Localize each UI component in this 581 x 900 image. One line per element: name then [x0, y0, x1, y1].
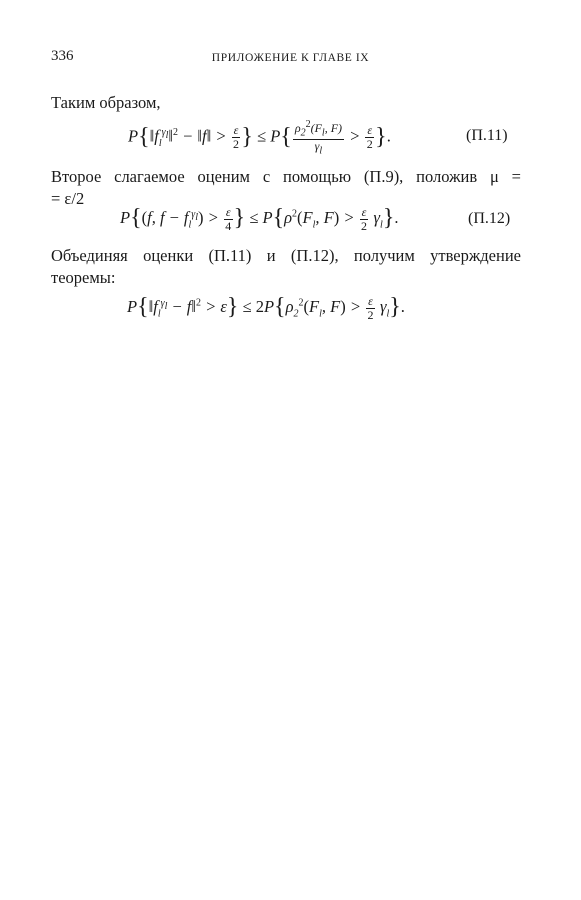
paragraph-intro: Таким образом,: [51, 93, 161, 112]
equation-label-p11: (П.11): [466, 127, 508, 144]
equation-theorem: $P\{‖f_l^{\gamma_l}$ − f‖$^2$ > $\varepsilon\} \le 2P\{\rho_2^2(F_l$, F) > $\frac{\varepsilon}{2}$ $\gamma_l$}.: [127, 293, 405, 322]
page-number: 336: [51, 48, 74, 64]
paragraph-combine-cont: [51, 267, 521, 289]
equation-p12: P{(f, $f - f_l^{\gamma_l}$) > $\frac{\varepsilon}{4}$ } ≤ $P\{\rho^2(F_l$, F) > $\frac{\varepsilon}{2}$ $\gamma_l$}.: [120, 204, 399, 233]
equation-label-p12: (П.12): [468, 210, 511, 227]
paragraph-second-term-line2: = ε/2: [51, 189, 85, 208]
paragraph-combine: [51, 245, 521, 267]
equation-p11: $P\{‖f_l^{\gamma_l}‖^2$ − ‖f‖ > $\frac{\varepsilon}{2}$ } ≤ P{ $\frac{\rho_2^2(F_l, F)}{\gamma_l}$ > $\frac{\varepsilon}{2}$ }.: [128, 119, 391, 157]
paragraph-second-term: [51, 166, 521, 188]
paragraph-second-term-line1: Второе слагаемое оценим с помощью (П.9), положив μ =: [51, 167, 521, 186]
paragraph-combine-line2: теоремы:: [51, 268, 116, 287]
paragraph-combine-line1: Объединяя оценки (П.11) и (П.12), получим утверждение: [51, 246, 521, 265]
running-head: ПРИЛОЖЕНИЕ К ГЛАВЕ IX: [211, 52, 370, 64]
